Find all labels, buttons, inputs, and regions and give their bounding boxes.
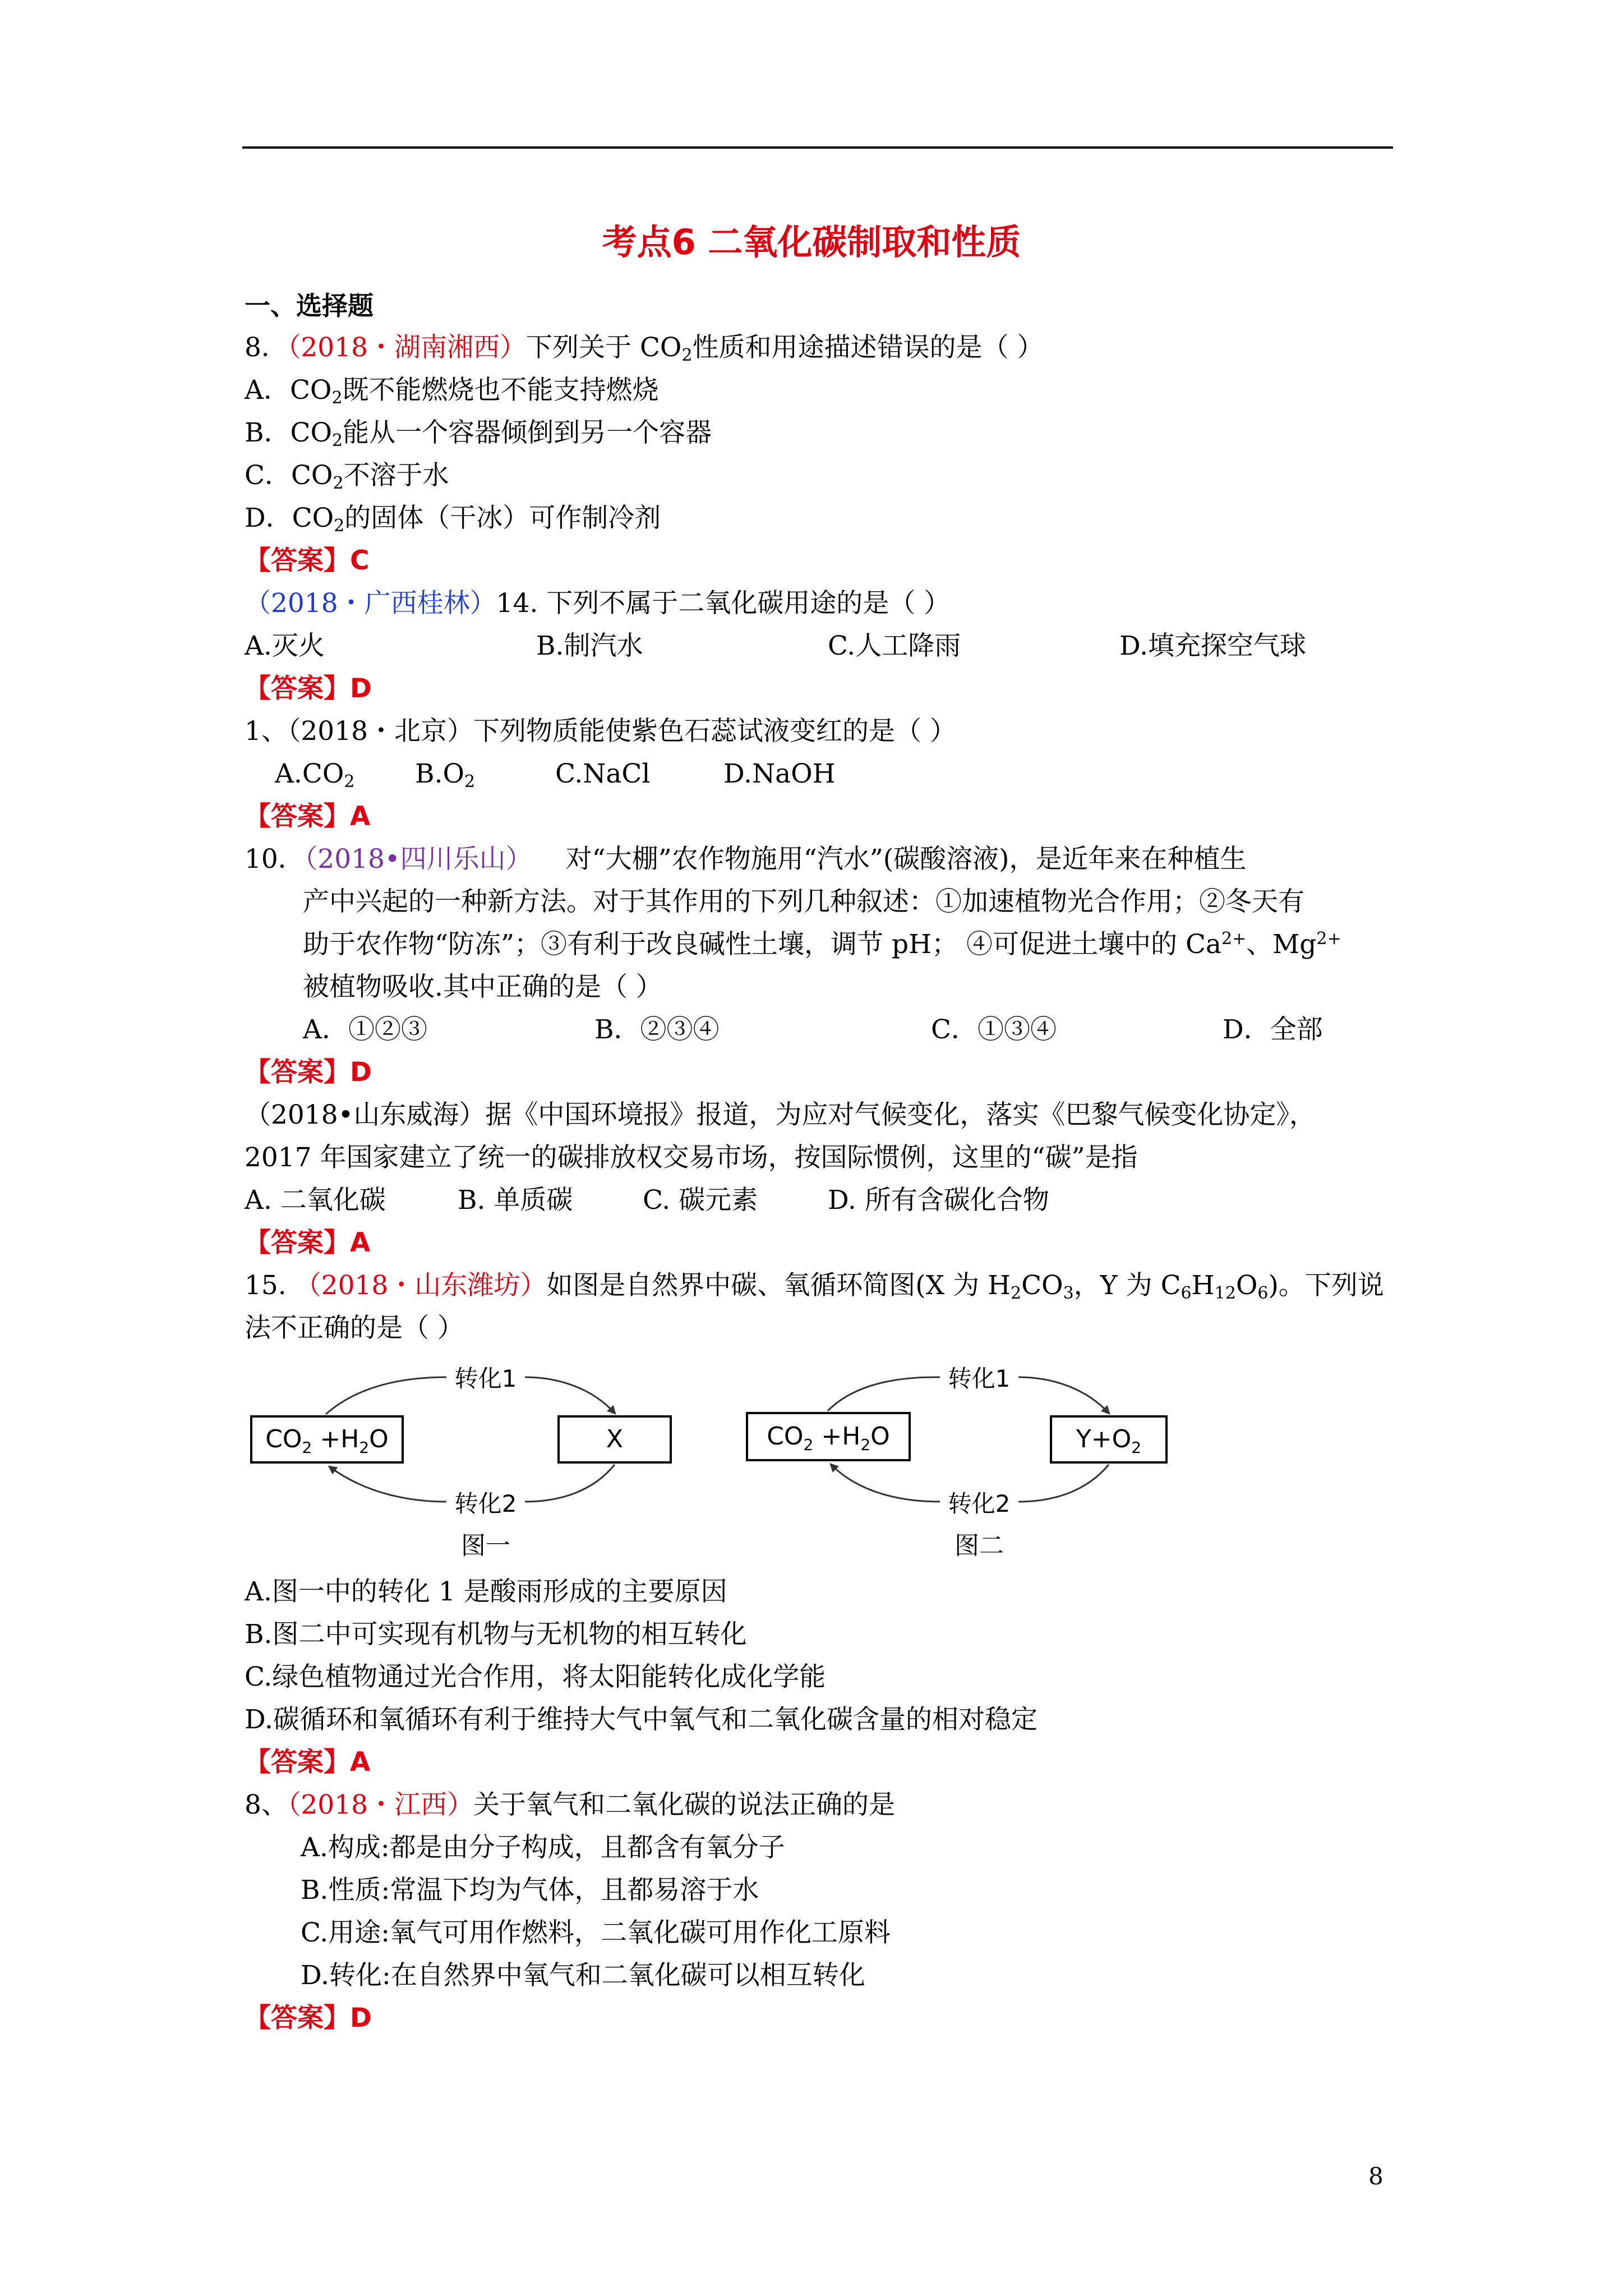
q4-line2: 产中兴起的一种新方法。对于其作用的下列几种叙述：①加速植物光合作用；②冬天有: [303, 886, 1304, 917]
page-number: 8: [1368, 2162, 1384, 2190]
figure-two-bottom-arc-right: [1018, 1465, 1109, 1502]
page-title: 考点6 二氧化碳制取和性质: [602, 222, 1021, 263]
q2-options: A.灭火 B.制汽水 C.人工降雨 D.填充探空气球: [245, 631, 1306, 661]
q1-option-c: C．$CO_2$不溶于水: [245, 460, 449, 493]
q6-stem: 15. （2018・山东潍坊）如图是自然界中碳、氧循环简图(X 为 $H_2CO_3$，Y 为 $C_6H_{12}O_6$)。下列说: [245, 1270, 1384, 1303]
q3-options: $A.CO_2$ $B.O_2$ C.NaCl D.NaOH: [275, 758, 836, 792]
q7-option-d: D.转化:在自然界中氧气和二氧化碳可以相互转化: [301, 1960, 865, 1991]
q5-answer: 【答案】A: [245, 1227, 371, 1258]
figure-two-top-label: 转化1: [948, 1365, 1011, 1392]
q7-stem: 8、（2018・江西）关于氧气和二氧化碳的说法正确的是: [245, 1789, 896, 1820]
q4-line3: 助于农作物“防冻”；③有利于改良碱性土壤，调节 pH； ④可促进土壤中的 $Ca^{2+}$、$Mg^{2+}$: [303, 929, 1341, 960]
q3-stem: 1、（2018・北京）下列物质能使紫色石蕊试液变红的是（ ）: [245, 716, 956, 747]
q1-answer: 【答案】C: [245, 545, 370, 576]
q6-line2: 法不正确的是（ ）: [245, 1313, 464, 1343]
figure-one-left-label: $CO_2 +H_2O$: [265, 1425, 389, 1457]
figure-two-bottom-label: 转化2: [948, 1490, 1011, 1517]
q6-option-b: B.图二中可实现有机物与无机物的相互转化: [245, 1619, 747, 1650]
figure-one-bottom-label: 转化2: [454, 1490, 517, 1517]
figure-one-bottom-arc-left: [330, 1467, 446, 1502]
figure-two-caption: 图二: [955, 1531, 1004, 1560]
q1-option-d: D．$CO_2$的固体（干冰）可作制冷剂: [245, 503, 661, 536]
figure-one-caption: 图一: [461, 1531, 510, 1560]
figure-one-top-arc-left: [326, 1377, 446, 1414]
q5-options: A. 二氧化碳 B. 单质碳 C. 碳元素 D. 所有含碳化合物: [245, 1185, 1049, 1216]
q5-line2: 2017 年国家建立了统一的碳排放权交易市场，按国际惯例，这里的“碳”是指: [245, 1142, 1138, 1173]
q4-answer: 【答案】D: [245, 1057, 372, 1088]
q7-answer: 【答案】D: [245, 2003, 372, 2033]
figure-one-top-label: 转化1: [454, 1365, 517, 1392]
figure-one-right-label: X: [606, 1425, 624, 1453]
q4-line1: 10．（2018•四川乐山） 对“大棚”农作物施用“汽水”(碳酸溶液)，是近年来在种植生: [245, 844, 1247, 875]
figure-two-top-arc-right: [1018, 1377, 1109, 1413]
figure-two-bottom-arc-left: [831, 1465, 940, 1502]
q3-answer: 【答案】A: [245, 801, 371, 832]
q1-option-a: A．$CO_2$既不能燃烧也不能支持燃烧: [245, 375, 659, 408]
q4-line4: 被植物吸收.其中正确的是（ ）: [303, 972, 662, 1002]
q6-option-c: C.绿色植物通过光合作用，将太阳能转化成化学能: [245, 1662, 826, 1692]
q6-answer: 【答案】A: [245, 1747, 371, 1778]
q7-option-a: A.构成:都是由分子构成，且都含有氧分子: [301, 1832, 785, 1863]
q1-stem: 8．（2018・湖南湘西）下列关于 $CO_2$性质和用途描述错误的是（ ）: [245, 332, 1044, 365]
figure-two-top-arc-left: [828, 1377, 940, 1411]
q4-options: A．①②③ B．②③④ C．①③④ D．全部: [303, 1014, 1323, 1045]
carbon-oxygen-cycle-diagram: [245, 1355, 1198, 1568]
figure-one: [251, 1365, 671, 1560]
figure-one-top-arc-right: [525, 1377, 615, 1413]
figure-two-left-label: $CO_2 +H_2O$: [767, 1422, 890, 1454]
q2-answer: 【答案】D: [245, 673, 372, 704]
q2-stem: （2018・广西桂林）14. 下列不属于二氧化碳用途的是（ ）: [245, 588, 951, 619]
section-heading: 一、选择题: [245, 291, 374, 321]
q7-option-c: C.用途:氧气可用作燃料，二氧化碳可用作化工原料: [301, 1917, 891, 1948]
figure-two-right-label: $Y+O_2$: [1076, 1425, 1142, 1457]
header-rule: [242, 146, 1393, 149]
q7-option-b: B.性质:常温下均为气体，且都易溶于水: [301, 1875, 759, 1906]
figure-one-bottom-arc-right: [525, 1465, 615, 1502]
q1-option-b: B．$CO_2$能从一个容器倾倒到另一个容器: [245, 417, 712, 450]
q6-option-a: A.图一中的转化 1 是酸雨形成的主要原因: [245, 1576, 727, 1607]
q5-line1: （2018•山东威海）据《中国环境报》报道，为应对气候变化，落实《巴黎气候变化协定》，: [245, 1099, 1316, 1130]
figure-two: [747, 1365, 1166, 1560]
q6-option-d: D.碳循环和氧循环有利于维持大气中氧气和二氧化碳含量的相对稳定: [245, 1704, 1038, 1735]
